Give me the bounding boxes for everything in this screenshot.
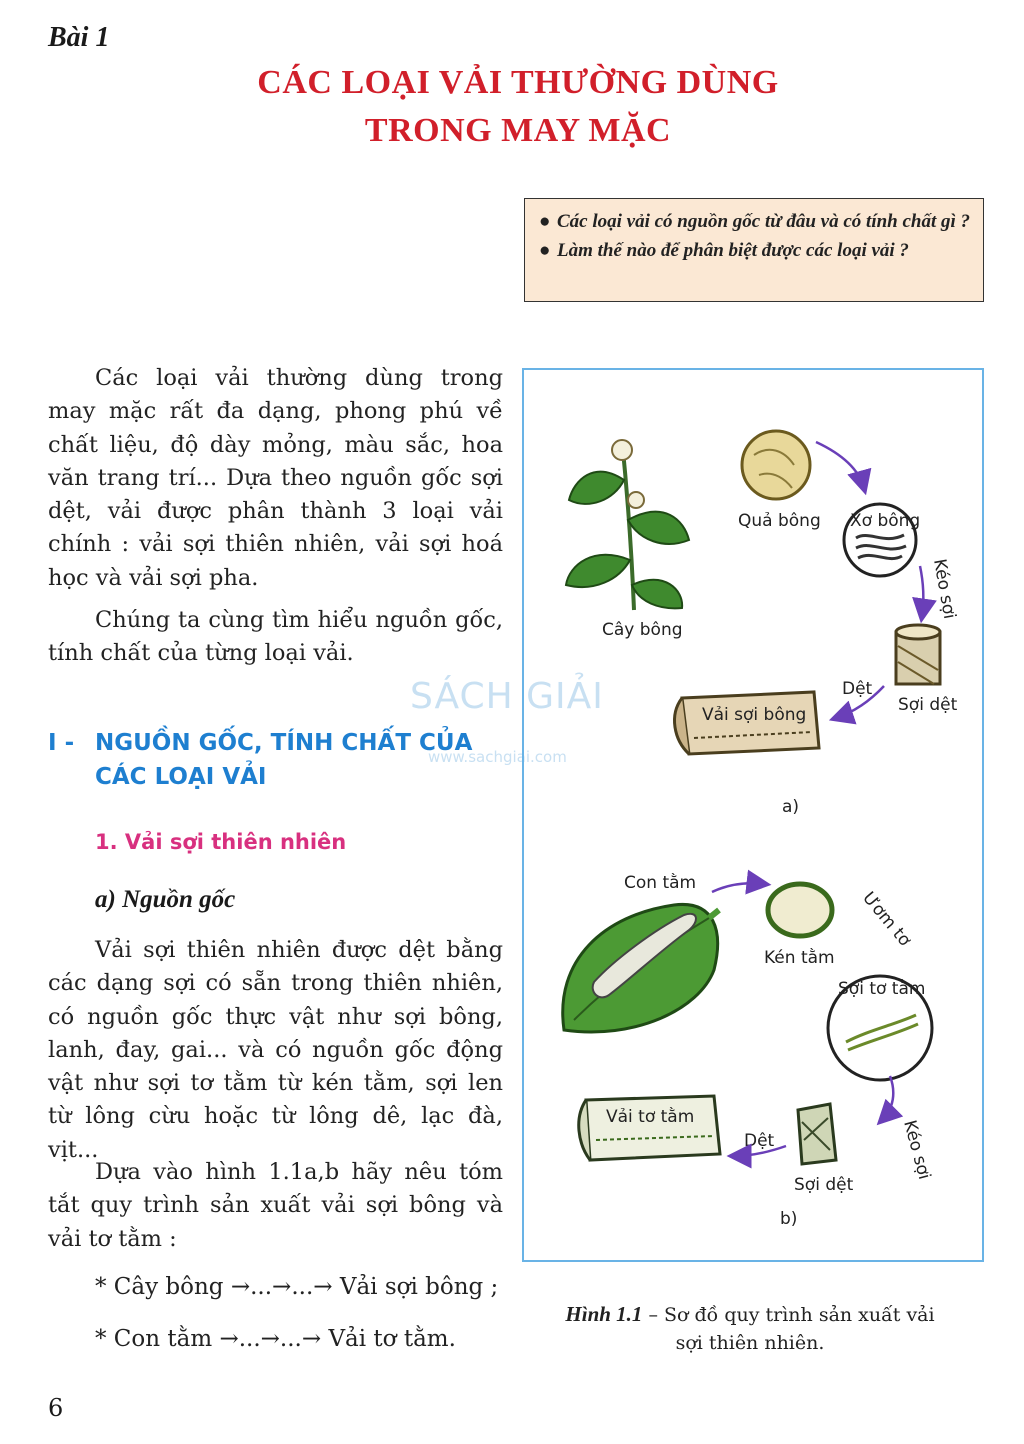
cotton-plant-icon bbox=[566, 440, 689, 610]
label-vai-soi-bong: Vải sợi bông bbox=[702, 705, 807, 725]
figure-caption bbox=[560, 1300, 940, 1357]
question-text: Các loại vải có nguồn gốc từ đâu và có tính chất gì ? bbox=[557, 211, 971, 232]
silkworm-leaf-icon bbox=[563, 904, 719, 1031]
subsubsection-heading: a) Nguồn gốc bbox=[95, 886, 236, 913]
silk-spool-icon bbox=[798, 1104, 836, 1164]
production-diagram bbox=[524, 370, 982, 1260]
label-keo-soi-b: Kéo sợi bbox=[899, 1118, 935, 1182]
question-item bbox=[539, 236, 971, 265]
task-paragraph: Dựa vào hình 1.1a,b hãy nêu tóm tắt quy trình sản xuất vải sợi bông và vải tơ tằm : bbox=[48, 1159, 503, 1252]
label-uom-to: Ươm tơ bbox=[858, 888, 915, 951]
cotton-spool-icon bbox=[896, 625, 940, 684]
intro-paragraph: Các loại vải thường dùng trong may mặc rất đa dạng, phong phú về chất liệu, độ dày mỏng, màu sắc, hoa văn trang trí... Dựa theo nguồn gốc sợi dệt, vải được phân thành 3 loại vải chính : vải sợi thiên nhiên, vải sợi hoá học và vải sợi pha. bbox=[48, 365, 503, 591]
subsection-heading: 1. Vải sợi thiên nhiên bbox=[95, 830, 347, 854]
section-title: NGUỒN GỐC, TÍNH CHẤT CỦA CÁC LOẠI VẢI bbox=[95, 730, 473, 790]
watermark-url: www.sachgiai.com bbox=[428, 748, 567, 766]
label-soi-det-a: Sợi dệt bbox=[898, 695, 958, 715]
label-part-b: b) bbox=[780, 1209, 798, 1229]
silk-cocoon-icon bbox=[768, 884, 832, 936]
label-con-tam: Con tằm bbox=[624, 873, 697, 893]
watermark-text: SÁCH GIẢI bbox=[410, 676, 604, 717]
silk-fabric-icon bbox=[579, 1096, 720, 1160]
label-soi-det-b: Sợi dệt bbox=[794, 1175, 854, 1195]
label-vai-to-tam: Vải tơ tằm bbox=[606, 1107, 695, 1127]
guiding-questions-box bbox=[524, 198, 984, 302]
label-qua-bong: Quả bông bbox=[738, 511, 821, 531]
question-item bbox=[539, 207, 971, 236]
label-soi-to-tam: Sợi tơ tằm bbox=[838, 979, 926, 999]
arrow-icon bbox=[882, 1076, 893, 1120]
page-number: 6 bbox=[48, 1394, 64, 1422]
caption-label: Hình 1.1 bbox=[565, 1302, 643, 1326]
label-det-b: Dệt bbox=[744, 1131, 775, 1151]
caption-text: – Sơ đồ quy trình sản xuất vải sợi thiên nhiên. bbox=[642, 1304, 935, 1354]
label-part-a: a) bbox=[782, 797, 800, 817]
page-title-line-1: CÁC LOẠI VẢI THƯỜNG DÙNG bbox=[257, 64, 779, 101]
section-heading bbox=[48, 726, 518, 796]
arrow-icon bbox=[712, 883, 764, 892]
label-cay-bong: Cây bông bbox=[602, 620, 683, 640]
bullet-icon: ● bbox=[539, 240, 551, 261]
label-det-a: Dệt bbox=[842, 679, 873, 699]
flow-cotton: * Cây bông →...→...→ Vải sợi bông ; bbox=[95, 1274, 499, 1300]
cotton-boll-icon bbox=[742, 431, 810, 499]
question-text: Làm thế nào để phân biệt được các loại vải ? bbox=[557, 240, 909, 261]
intro-paragraph-2: Chúng ta cùng tìm hiểu nguồn gốc, tính chất của từng loại vải. bbox=[48, 607, 503, 667]
section-number: I - bbox=[48, 730, 75, 756]
flow-silk: * Con tằm →...→...→ Vải tơ tằm. bbox=[95, 1326, 456, 1352]
label-keo-soi-a: Kéo sợi bbox=[929, 557, 960, 621]
bullet-icon: ● bbox=[539, 211, 551, 232]
figure-frame bbox=[522, 368, 984, 1262]
arrow-icon bbox=[816, 442, 864, 488]
label-xo-bong: Xơ bông bbox=[850, 511, 921, 531]
label-ken-tam: Kén tằm bbox=[764, 948, 835, 968]
arrow-icon bbox=[920, 566, 923, 616]
page-title-line-2: TRONG MAY MẶC bbox=[364, 112, 672, 149]
lesson-label: Bài 1 bbox=[48, 22, 110, 53]
origin-paragraph: Vải sợi thiên nhiên được dệt bằng các dạng sợi có sẵn trong thiên nhiên, có nguồn gốc thực vật như sợi bông, lanh, đay, gai... và có nguồn gốc động vật như sợi tơ tằm từ kén tằm, sợi len từ lông cừu hoặc từ lông dê, lạc đà, vịt... bbox=[48, 937, 503, 1163]
